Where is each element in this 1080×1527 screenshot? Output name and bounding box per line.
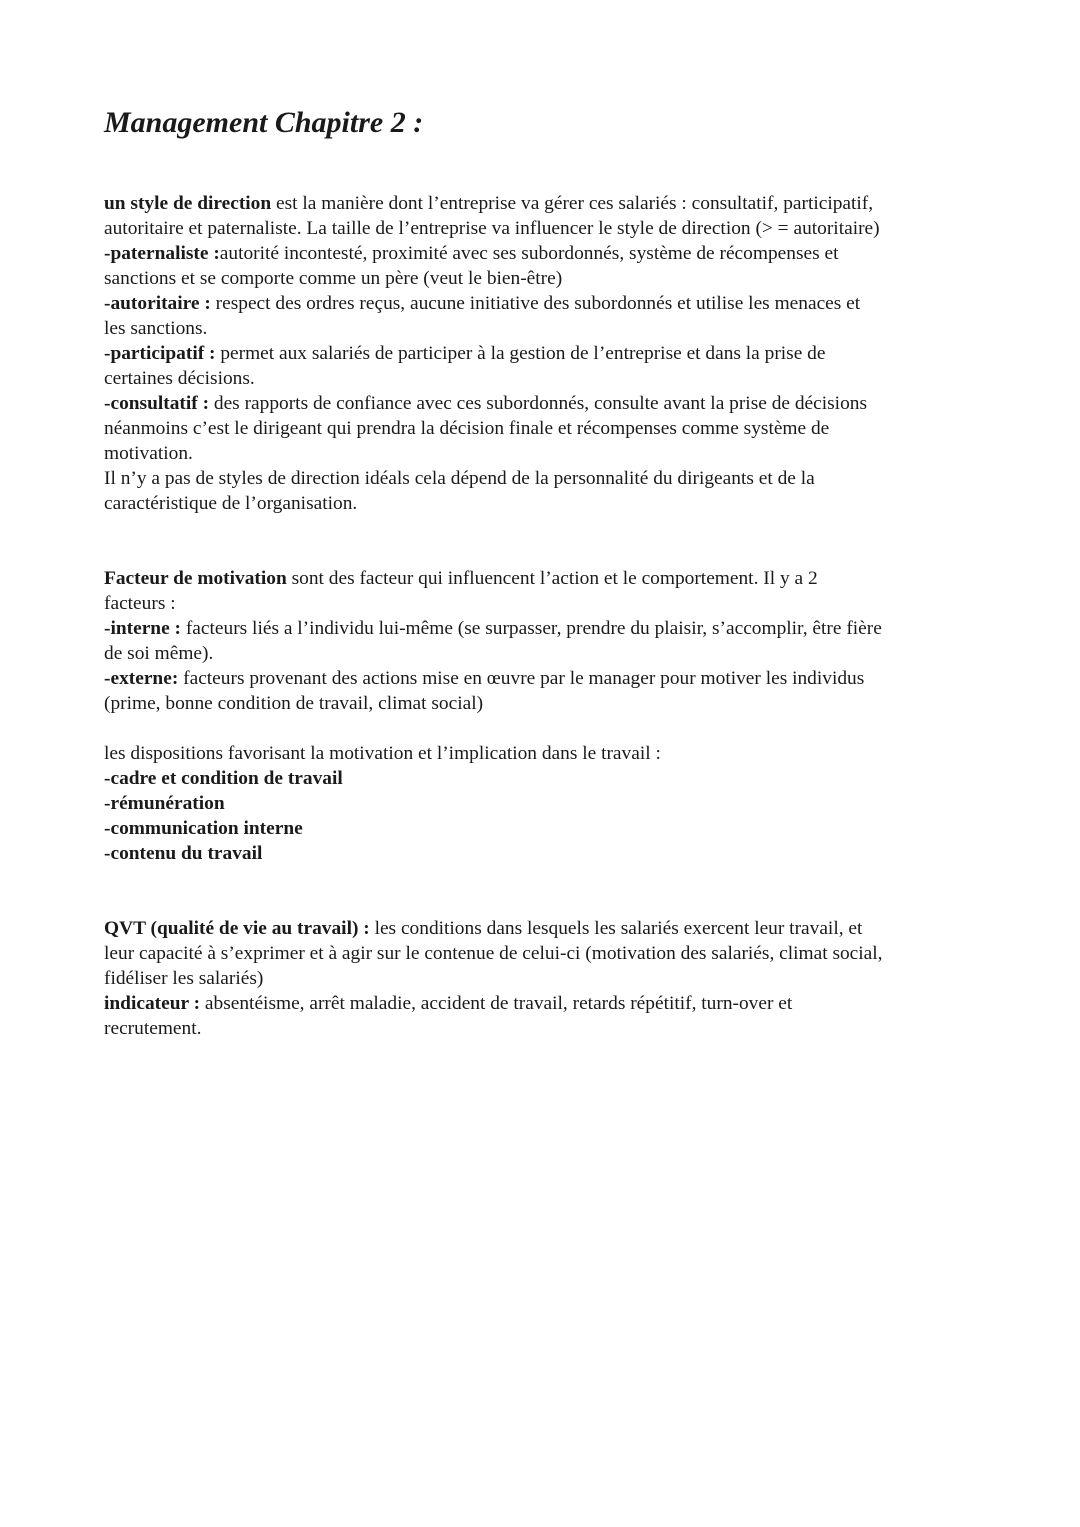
text-line: motivation. [104, 443, 193, 464]
list-item: -cadre et condition de travail [104, 768, 343, 789]
text-line: recrutement. [104, 1018, 202, 1039]
term-interne: -interne : [104, 618, 181, 639]
text-line: indicateur : absentéisme, arrêt maladie, accident de travail, retards répétitif, turn-over et [104, 993, 793, 1014]
term-facteur-de-motivation: Facteur de motivation [104, 568, 287, 589]
text-line: -paternaliste :autorité incontesté, proximité avec ses subordonnés, système de récompenses et [104, 243, 839, 264]
text-line: -consultatif : des rapports de confiance avec ces subordonnés, consulte avant la prise de décisions [104, 393, 868, 414]
text-line: certaines décisions. [104, 368, 255, 389]
section-styles-de-direction [104, 191, 994, 516]
text-line: de soi même). [104, 643, 214, 664]
blank-line [104, 541, 994, 566]
section-facteur-de-motivation [104, 566, 994, 716]
term-paternaliste: -paternaliste : [104, 243, 220, 264]
text-line: les dispositions favorisant la motivation et l’implication dans le travail : [104, 743, 661, 764]
term-qvt: QVT (qualité de vie au travail) : [104, 918, 370, 939]
section-qvt [104, 916, 994, 1041]
term-consultatif: -consultatif : [104, 393, 210, 414]
list-item: -rémunération [104, 793, 225, 814]
text-line: facteurs : [104, 593, 176, 614]
term-style-de-direction: un style de direction [104, 193, 272, 214]
text-line: un style de direction est la manière dont l’entreprise va gérer ces salariés : consultatif, participatif, [104, 193, 874, 214]
text-line: sanctions et se comporte comme un père (veut le bien-être) [104, 268, 563, 289]
term-externe: -externe: [104, 668, 179, 689]
list-item: -contenu du travail [104, 843, 263, 864]
text-line: les sanctions. [104, 318, 208, 339]
text-line: -participatif : permet aux salariés de participer à la gestion de l’entreprise et dans la prise de [104, 343, 826, 364]
section-dispositions [104, 741, 994, 866]
blank-line [104, 716, 994, 741]
text-line: caractéristique de l’organisation. [104, 493, 358, 514]
page-title: Management Chapitre 2 : [104, 106, 424, 139]
text-line: (prime, bonne condition de travail, climat social) [104, 693, 484, 714]
text-line: Il n’y a pas de styles de direction idéals cela dépend de la personnalité du dirigeants et de la [104, 468, 815, 489]
text-line: néanmoins c’est le dirigeant qui prendra la décision finale et récompenses comme système de [104, 418, 830, 439]
term-indicateur: indicateur : [104, 993, 201, 1014]
blank-line [104, 891, 994, 916]
text-line: Facteur de motivation sont des facteur qui influencent l’action et le comportement. Il y a 2 [104, 568, 818, 589]
term-autoritaire: -autoritaire : [104, 293, 211, 314]
blank-line [104, 516, 994, 541]
text-line: autoritaire et paternaliste. La taille de l’entreprise va influencer le style de direction (> = autoritaire) [104, 218, 880, 239]
document-body [104, 191, 994, 1041]
term-participatif: -participatif : [104, 343, 216, 364]
text-line: fidéliser les salariés) [104, 968, 264, 989]
text-line: -externe: facteurs provenant des actions mise en œuvre par le manager pour motiver les individus [104, 668, 865, 689]
text-line: -interne : facteurs liés a l’individu lui-même (se surpasser, prendre du plaisir, s’accomplir, être fière [104, 618, 882, 639]
text-line: leur capacité à s’exprimer et à agir sur le contenue de celui-ci (motivation des salariés, climat social, [104, 943, 883, 964]
text-line: QVT (qualité de vie au travail) : les conditions dans lesquels les salariés exercent leur travail, et [104, 918, 863, 939]
blank-line [104, 866, 994, 891]
text-line: -autoritaire : respect des ordres reçus, aucune initiative des subordonnés et utilise les menaces et [104, 293, 861, 314]
list-item: -communication interne [104, 818, 303, 839]
